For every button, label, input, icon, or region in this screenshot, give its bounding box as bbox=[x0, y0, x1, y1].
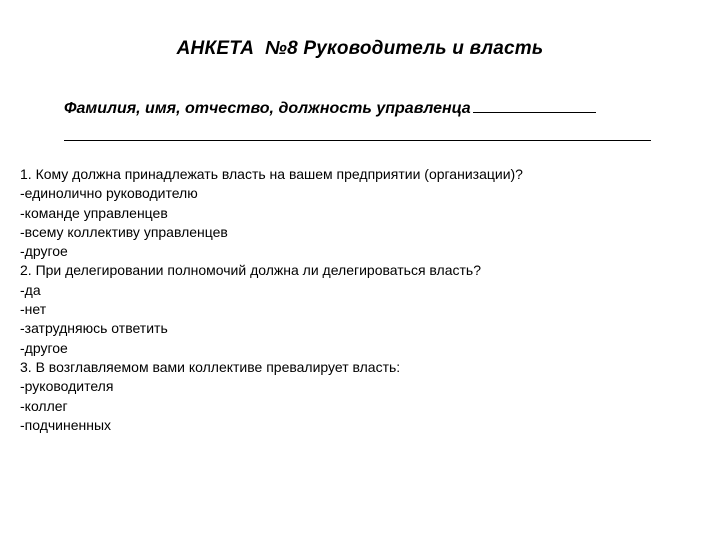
name-field-label: Фамилия, имя, отчество, должность управленца bbox=[64, 100, 471, 117]
question-1-option: -другое bbox=[20, 243, 68, 260]
question-2-option: -нет bbox=[20, 301, 47, 318]
page-title: АНКЕТА №8 Руководитель и власть bbox=[176, 38, 544, 59]
question-3: 3. В возглавляемом вами коллективе превалирует власть: bbox=[20, 358, 401, 375]
name-field-row bbox=[64, 100, 596, 118]
question-1-option: -единолично руководителю bbox=[20, 185, 198, 202]
question-1-option: -всему коллективу управленцев bbox=[20, 223, 228, 240]
question-1: 1. Кому должна принадлежать власть на вашем предприятии (организации)? bbox=[20, 166, 523, 182]
question-2: 2. При делегировании полномочий должна ли делегироваться власть? bbox=[20, 262, 481, 279]
question-2-option: -затрудняюсь ответить bbox=[20, 320, 168, 337]
question-1-option: -команде управленцев bbox=[20, 204, 168, 221]
question-2-option: -да bbox=[20, 281, 41, 298]
question-list bbox=[20, 165, 700, 435]
question-3-option: -коллег bbox=[20, 397, 68, 414]
name-field-blank-continuation[interactable] bbox=[64, 140, 651, 141]
question-3-option: -подчиненных bbox=[20, 416, 112, 433]
question-2-option: -другое bbox=[20, 339, 68, 356]
name-field-blank[interactable] bbox=[473, 111, 596, 113]
question-3-option: -руководителя bbox=[20, 378, 114, 395]
